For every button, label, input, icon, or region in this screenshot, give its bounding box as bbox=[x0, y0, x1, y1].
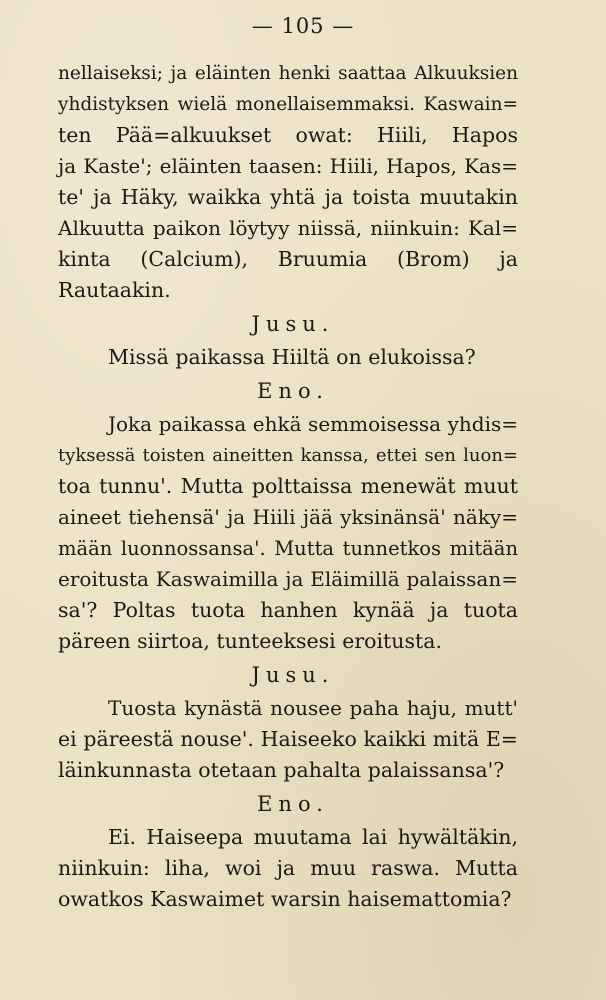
speaker-heading: Jusu. bbox=[251, 663, 335, 687]
question-line: Missä paikassa Hiiltä on elukoissa? bbox=[108, 345, 476, 369]
text-line: toa tunnu'. Mutta polttaissa menewät muut bbox=[58, 474, 518, 498]
text-line: owatkos Kaswaimet warsin haisemattomia? bbox=[58, 887, 512, 911]
speaker-heading: Jusu. bbox=[251, 312, 335, 336]
paragraph-3 bbox=[58, 693, 518, 786]
paragraph-2 bbox=[58, 409, 518, 657]
text-line: tyksessä toisten aineitten kanssa, ettei sen luon= bbox=[58, 445, 518, 466]
text-line: päreen siirtoa, tunteeksesi eroitusta. bbox=[58, 629, 442, 653]
text-line: aineet tiehensä' ja Hiili jää yksinänsä' näky= bbox=[58, 505, 518, 529]
page-text bbox=[58, 58, 518, 915]
text-line: nellaiseksi; ja eläinten henki saattaa Alkuuksien bbox=[58, 63, 518, 84]
paragraph-1 bbox=[58, 58, 518, 306]
text-line: Ei. Haiseepa muutama lai hywältäkin, bbox=[108, 825, 518, 849]
text-line: ei päreestä nouse'. Haiseeko kaikki mitä E= bbox=[58, 727, 518, 751]
speaker-heading: Eno. bbox=[257, 379, 329, 403]
text-line: yhdistyksen wielä monellaisemmaksi. Kaswain= bbox=[58, 94, 518, 115]
text-line: niinkuin: liha, woi ja muu raswa. Mutta bbox=[58, 856, 518, 880]
text-line: te' ja Häky, waikka yhtä ja toista muutakin bbox=[58, 185, 518, 209]
text-line: ja Kaste'; eläinten taasen: Hiili, Hapos, Kas= bbox=[58, 154, 518, 178]
paragraph-4 bbox=[58, 822, 518, 915]
text-line: mään luonnossansa'. Mutta tunnetkos mitään bbox=[58, 537, 518, 560]
text-line: Rautaakin. bbox=[58, 278, 171, 302]
text-line: ten Pää=alkuukset owat: Hiili, Hapos bbox=[58, 123, 518, 147]
speaker-heading: Eno. bbox=[257, 792, 329, 816]
text-line: eroitusta Kaswaimilla ja Eläimillä palaissan= bbox=[58, 567, 518, 591]
text-line: kinta (Calcium), Bruumia (Brom) ja bbox=[58, 247, 518, 271]
text-line: Tuosta kynästä nousee paha haju, mutt' bbox=[108, 696, 518, 720]
text-line: Alkuutta paikon löytyy niissä, niinkuin: Kal= bbox=[58, 216, 518, 240]
text-line: läinkunnasta otetaan pahalta palaissansa'? bbox=[58, 758, 505, 782]
text-line: sa'? Poltas tuota hanhen kynää ja tuota bbox=[58, 598, 518, 622]
page-number: — 105 — bbox=[251, 14, 355, 38]
text-line: Joka paikassa ehkä semmoisessa yhdis= bbox=[108, 412, 518, 436]
